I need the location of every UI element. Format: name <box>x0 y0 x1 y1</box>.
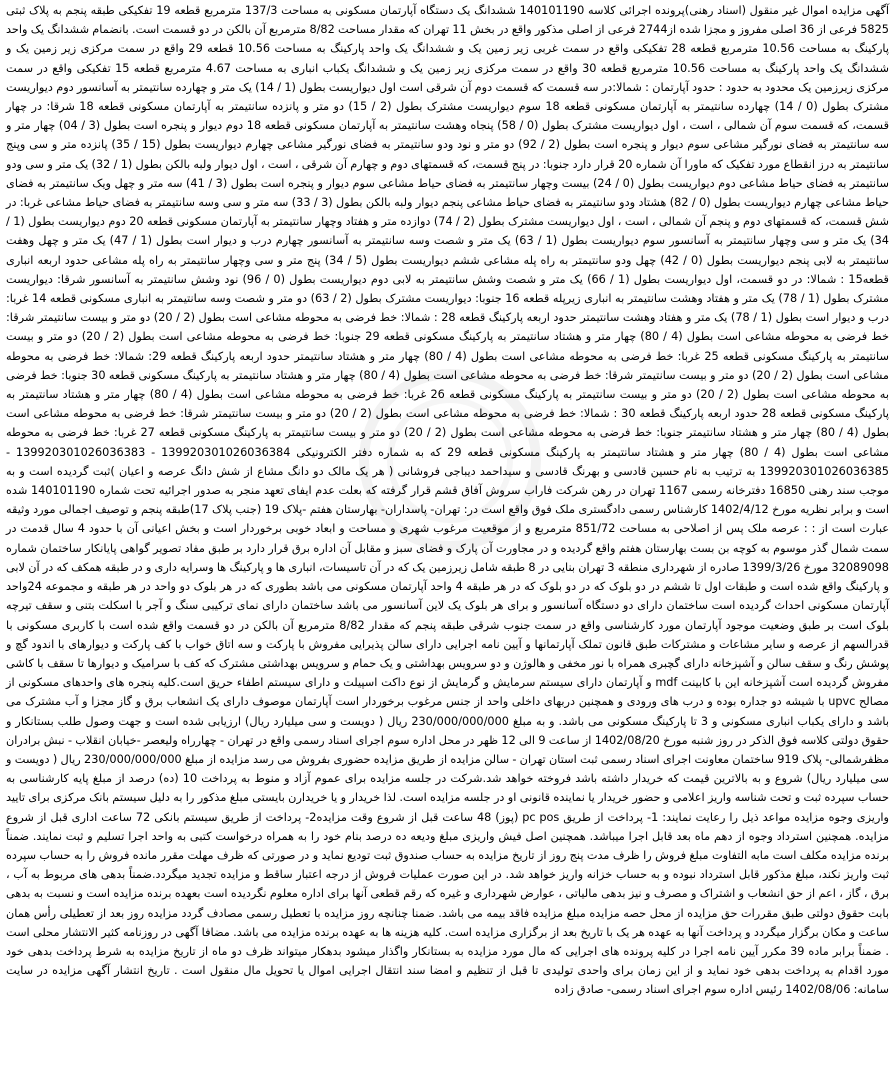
auction-notice-text: آگهی مزایده اموال غیر منقول (اسناد رهنی)پرونده اجرائی کلاسه 140101190 ششدانگ یک دستگاه آپارتمان مسکونی به مساحت 137/3 مترمربع قطعه 19 تفکیکی طبقه پنجم به پلاک ثبتی 5825 فرعی از 36 اصلی مفروز و مجزا شده از2744 فرعی از اصلی مذکور واقع در بخش 11 تهران که مقدار مساحت 8/82 مترمربع آن بالکن در دو قسمت است. بانضمام ششدانگ یک واحد پارکینگ به مساحت 10.56 مترمربع قطعه 28 تفکیکی واقع در سمت غربی زیر زمین یک و ششدانگ یک واحد پارکینگ به مساحت 10.56 قطعه 29 واقع در سمت مرکزی زیر زمین یک و ششدانگ یک واحد پارکینگ به مساحت 10.56 مترمربع قطعه 30 واقع در سمت مرکزی زیر زمین یک و ششدانگ یکباب انباری به مساحت 4.67 مترمربع قطعه 15 تفکیکی واقع در سمت مرکزی زیرزمین یک محدود به حدود : حدود آپارتمان : شمالا:در سه قسمت که قسمت دوم آن شرقی است اول دیواریست بطول (1 / 14) یک متر و چهارده سانتیمتر به آسانسور دوم دیواریست مشترک بطول (0 / 14) چهارده سانتیمتر به آپارتمان مسکونی قطعه 18 سوم دیواریست مشترک بطول (2 / 15) دو متر و پانزده سانتیمتر به آپارتمان مسکونی قطعه 18 شرقا: در چهار قسمت، که قسمت سوم آن شمالی ، است ، اول دیواریست مشترک بطول (0 / 58) پنجاه وهشت سانتیمتر به آپارتمان مسکونی قطعه 18 دوم دیوار و پنجره است بطول (3 / 04) چهار متر و سه سانتیمتر به فضای نورگیر مشاعی سوم دیوار و پنجره است بطول (2 / 92) دو متر و نود ودو سانتیمتر به فضای نورگیر مشاعی چهارم دیواریست بطول (15 / 35) پانزده متر و سی وپنج سانتیمتر به درز انقطاع مورد تفکیک که ماورا آن شماره 20 قرار دارد جنوبا: در پنج قسمت، که قسمتهای دوم و چهارم آن شرقی ، است ، اول دیوار ولبه بالکن بطول (1 / 32) یک متر و سی ودو سانتیمتر به فضای حیاط مشاعی دوم دیواریست بطول (0 / 24) بیست وچهار سانتیمتر به فضای حیاط مشاعی سوم دیوار و پنجره است بطول (3 / 41) سه متر و چهل ویک سانتیمتر به فضای حیاط مشاعی چهارم دیواریست بطول (0 / 82) هشتاد ودو سانتیمتر به فضای حیاط مشاعی پنجم دیوار ولبه بالکن بطول (3 / 33) سه متر و سی وسه سانتیمتر به فضای حیاط مشاعی غربا: در شش قسمت، که قسمتهای دوم و پنجم آن شمالی ، است ، اول دیواریست مشترک بطول (2 / 74) دوازده متر و هفتاد وچهار سانتیمتر به آپارتمان مسکونی قطعه 20 دوم دیواریست بطول (1 / 34) یک متر و سی وچهار سانتیمتر به آسانسور سوم دیواریست بطول (1 / 63) یک متر و شصت وسه سانتیمتر به آسانسور چهارم درب و دیوار است بطول (1 / 47) یک متر و چهل وهفت سانتیمتر به لابی پنجم دیواریست بطول (0 / 42) چهل ودو سانتیمتر به راه پله مشاعی ششم دیواریست بطول (5 / 34) پنج متر و سی وچهار سانتیمتر به راه پله مشاعی حدود اربعه انباری قطعه15 : شمالا: در دو قسمت، اول دیواریست بطول (1 / 66) یک متر و شصت وشش سانتیمتر به لابی دوم دیواریست بطول (0 / 96) نود وشش سانتیمتر به آسانسور شرقا: دیواریست مشترک بطول (1 / 78) یک متر و هفتاد وهشت سانتیمتر به انباری زیرپله قطعه 16 جنوبا: دیواریست مشترک بطول (2 / 63) دو متر و شصت وسه سانتیمتر به انباری مسکونی قطعه 14 غربا: درب و دیوار است بطول (1 / 78) یک متر و هفتاد وهشت سانتیمتر حدود اربعه پارکینگ قطعه 28 : شمالا: خط فرضی به محوطه مشاعی است بطول (2 / 20) دو متر و بیست سانتیمتر شرقا: خط فرضی به محوطه مشاعی است بطول (4 / 80) چهار متر و هشتاد سانتیمتر به پارکینگ مسکونی قطعه 29 جنوبا: خط فرضی به محوطه مشاعی است بطول (2 / 20) دو متر و بیست سانتیمتر به پارکینگ مسکونی قطعه 25 غربا: خط فرضی به محوطه مشاعی است بطول (4 / 80) چهار متر و هشتاد سانتیمتر حدود اربعه پارکینگ قطعه 29: شمالا: خط فرضی به محوطه مشاعی است بطول (2 / 20) دو متر و بیست سانتیمتر شرقا: خط فرضی به محوطه مشاعی است بطول (4 / 80) چهار متر و هشتاد سانتیمتر به پارکینگ مسکونی قطعه 30 جنوبا: خط فرضی به محوطه مشاعی است بطول (2 / 20) دو متر و بیست سانتیمتر به پارکینگ مسکونی قطعه 26 غربا: خط فرضی به محوطه مشاعی است بطول (4 / 80) چهار متر و هشتاد سانتیمتر به پارکینگ مسکونی قطعه 28 حدود اربعه پارکینگ قطعه 30 : شمالا: خط فرضی به محوطه مشاعی است بطول (2 / 20) دو متر و بیست سانتیمتر شرقا: خط فرضی به محوطه مشاعی است بطول (4 / 80) چهار متر و هشتاد سانتیمتر جنوبا: خط فرضی به محوطه مشاعی است بطول (2 / 20) دو متر و بیست سانتیمتر به پارکینگ مسکونی قطعه 27 غربا: خط فرضی به محوطه مشاعی است بطول (4 / 80) چهار متر و هشتاد سانتیمتر به پارکینگ مسکونی قطعه 29 که به شماره دفتر الکترونیکی 139920301026036384 - 139920301026036383 - 139920301026036385 به ترتیب به نام حسین قادسی و بهرنگ قادسی و سیداحمد دیباجی فروشانی ( هر یک مالک دو دانگ مشاع از شش دانگ عرصه و اعیان )ثبت گردیده است و به موجب سند رهنی 16850 دفترخانه رسمی 1167 تهران در رهن شرکت فاراب سروش آفاق قشم قرار گرفته که بعلت عدم ایفای تعهد منجر به صدور اجرائیه تحت شماره 140101190 شده است و برابر نظریه مورخ 1402/4/12 کارشناس رسمی دادگستری ملک فوق واقع است در: تهران- پاسداران- بهارستان هفتم -پلاک 19 (جنب پلاک 17)طبقه پنجم و توصیف اجمالی مورد وثیقه عبارت است از : : عرصه ملک پس از اصلاحی به مساحت 851/72 مترمربع و از موقعیت مرغوب شهری و مساحت و ابعاد خوبی برخوردار است و بخش اعیانی آن با حدود 4 سال قدمت در سمت شمال گذر موسوم به کوچه بن بست بهارستان هفتم واقع گردیده و در مجاورت آن پارک و فضای سبز و مقابل آن اداره برق قرار دارد بر طبق مفاد تصویر گواهی پایانکار ساختمان شماره 32089098 مورخ 1399/3/26 صادره از شهرداری منطقه 3 تهران بنایی در 8 طبقه شامل زیرزمین یک که در آن تاسیسات، انباری ها و پارکینگ ها وسرایه داری و در طبقه همکف که در آن لابی و پارکینگ واقع شده است و طبقات اول تا ششم در دو بلوک که در دو بلوک که در هر طبقه 4 واحد آپارتمان مسکونی می باشد بطوری که در هر بلوک دو واحد در هر طبقه و مجموعه 24واحد آپارتمان مسکونی احداث گردیده است ساختمان دارای دو دستگاه آسانسور و برای هر بلوک یک لاین آسانسور می باشد ساختمان دارای نمای ترکیبی سنگ و آجر با اسکلت بتنی و سقف تیرچه بلوک است بر طبق وضعیت موجود آپارتمان مورد کارشناسی واقع در سمت جنوب شرقی طبقه پنجم که مقدار 8/82 مترمربع آن بالکن در دو قسمت واقع شده است با کاربری مسکونی با قدرالسهم از عرصه و سایر مشاعات و مشترکات طبق قانون تملک آپارتمانها و آیین نامه اجرایی دارای سالن پذیرایی مفروش با پارکت و سه اتاق خواب با کف پارکت و دیوارهای با اندود گچ و پوشش رنگ و سقف سالن و آشپزخانه دارای گچبری همراه با نور مخفی و هالوژن و دو سرویس بهداشتی و یک حمام و سرویس بهداشتی مشترک که کف با سرامیک و دیوارها تا سقف با کاشی مفروش گردیده است آشپزخانه این با کابینت mdf و آپارتمان دارای سیستم سرمایش و گرمایش از نوع داکت اسپیلت و دارای سیستم اطفاء حریق است.کلیه پنجره های واحدهای مسکونی از مصالح upvc با شیشه دو جداره بوده و درب های ورودی و همچنین دربهای داخلی واحد از جنس مرغوب برخوردار است آپارتمان موصوف دارای یک انشعاب برق و گاز مجزا و آب مشترک می باشد و دارای یکباب انباری مسکونی و 3 تا پارکینگ مسکونی می باشد. و به مبلغ 230/000/000/000 ریال ( دویست و سی میلیارد ریال) ارزیابی شده است و جهت وصول طلب بستانکار و حقوق دولتی کلاسه فوق الذکر در روز شنبه مورخ 1402/08/20 از ساعت 9 الی 12 ظهر در محل اداره سوم اجرای اسناد رسمی واقع در تهران - چهارراه ولیعصر -خیابان انقلاب - نبش برادران مظفرشمالی- پلاک 919 ساختمان معاونت اجرای اسناد رسمی ثبت استان تهران - سالن مزایده از طریق مزایده حضوری بفروش می رسد مزایده از مبلغ 230/000/000/000 ریال ( دویست و سی میلیارد ریال) شروع و به بالاترین قیمت که خریدار داشته باشد فروخته خواهد شد.شرکت در جلسه مزایده برای عموم آزاد و منوط به پرداخت 10 (ده) درصد از مبلغ پایه کارشناسی به حساب سپرده ثبت و تحت شناسه واریز اعلامی و حضور خریدار یا نماینده قانونی او در جلسه مزایده است. لذا خریدار و یا خریدارن بایستی مبلغ مذکور را به دلیل سیستم بانک مرکزی برای تایید واریزی وجوه مزایده مواعد ذیل را رعایت نمایند: 1- پرداخت از طریق pc pos (پوز) 48 ساعت قبل از شروع وقت مزایده2- پرداخت از طریق سیستم بانکی 72 ساعت اداری قبل از شروع مزایده. همچنین استرداد وجوه از دهم ماه بعد قابل اجرا میباشد. همچنین اصل فیش واریزی مبلغ ودیعه ده درصد بنام خود را به همراه درخواست کتبی به واحد اجرا تسلیم و ثبت نمایند. ضمناً برنده مزایده مکلف است مابه التفاوت مبلغ فروش را ظرف مدت پنج روز از تاریخ مزایده به حساب صندوق ثبت توديع نمايد و در صورتی که ظرف مهلت مقرر مانده فروش را به حساب سپرده ثبت واریز نکند، مبلغ مذکور قابل استرداد نبوده و به حساب خزانه واریز خواهد شد. در این صورت عملیات فروش از درجه اعتبار ساقط و مزایده تجدید میگردد.ضمناً بدهی های مربوط به آب ، برق ، گاز ، اعم از حق انشعاب و اشتراک و مصرف و نیز بدهی مالیاتی ، عوارض شهرداری و غیره که رقم قطعی آنها برای اداره معلوم نگردیده است بعهده برنده مزایده است و نسبت به بدهی بابت حقوق دولتی طبق مقررات حق مزایده از محل حصه مزایده مبلغ مزایده فاقد بیمه می باشد. ضمنا چنانچه روز مزایده با تعطیل رسمی مصادف گردد مزایده روز بعد از تعطیلی رأس همان ساعت و مکان برگزار میگردد و پرداخت آنها به عهده هر یک با تاریخ بعد از برگزاری مزایده است. کلیه هزینه ها به عهده برنده مزایده می باشد. مضافا آگهی در روزنامه کثیر الانتشار محلی است . ضمناً برابر ماده 39 مکرر آیین نامه اجرا در کلیه پرونده های اجرایی که مال مورد مزایده به بستانکار واگذار میشود بدهکار میتواند ظرف دو ماه از تاریخ مزایده به شرط پرداخت بدهی خود مورد اقدام به پرداخت بدهی خود نماید و از این زمان برای واحدی تولیدی تا قبل از تنظیم و امضا سند انتقال اجرایی اموال یا تحویل مال منقول است . تاریخ انتشار آگهی مزایده در سایت سامانه: 1402/08/06 رئیس اداره سوم اجرای اسناد رسمی- صادق زاده <box>6 4 890 997</box>
